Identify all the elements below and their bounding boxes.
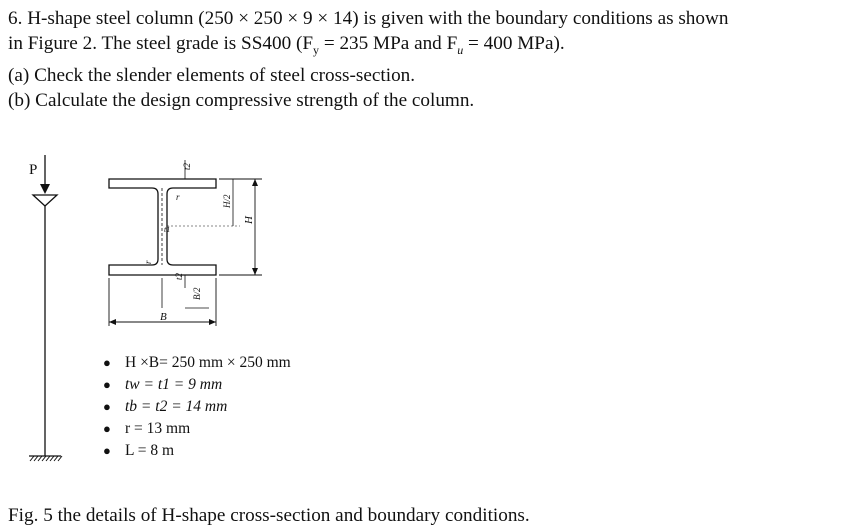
b-arrow-left bbox=[109, 319, 116, 325]
h-half-label: H/2 bbox=[222, 194, 232, 208]
b-half-label: B/2 bbox=[192, 287, 202, 300]
h-section-outline bbox=[109, 179, 216, 275]
spec-list bbox=[103, 352, 291, 462]
problem-part-a: (a) Check the slender elements of steel cross-section. bbox=[8, 64, 416, 86]
pin-support bbox=[33, 195, 57, 206]
r-label-bottom: r bbox=[143, 260, 153, 264]
h-arrow-top bbox=[252, 179, 258, 186]
problem-part-b: (b) Calculate the design compressive strength of the column. bbox=[8, 89, 475, 111]
problem-line-2: in Figure 2. The steel grade is SS400 ($F_y = 235$ MPa and $F_u = 400$ MPa). bbox=[8, 33, 565, 57]
bullet-icon: ● bbox=[103, 399, 111, 414]
load-arrowhead bbox=[40, 184, 50, 194]
figure-caption: Fig. 5 the details of H-shape cross-section and boundary conditions. bbox=[8, 505, 530, 526]
spec-item: ● L = 8 m bbox=[103, 440, 291, 462]
spec-item: ● H ×B= 250 mm × 250 mm bbox=[103, 352, 291, 374]
t2-top-label: t2 bbox=[182, 162, 192, 170]
spec-item: ● r = 13 mm bbox=[103, 418, 291, 440]
spec-item: ● tb = t2 = 14 mm bbox=[103, 396, 291, 418]
bullet-icon: ● bbox=[103, 377, 111, 392]
bullet-icon: ● bbox=[103, 421, 111, 436]
t1-label: t1 bbox=[164, 225, 171, 234]
b-label: B bbox=[160, 311, 167, 323]
problem-statement bbox=[8, 6, 840, 113]
fixed-base-hatch bbox=[30, 456, 62, 461]
h-section bbox=[109, 160, 262, 326]
bullet-icon: ● bbox=[103, 355, 111, 370]
r-label-top: r bbox=[176, 192, 180, 202]
load-label: P bbox=[29, 162, 38, 178]
h-label: H bbox=[243, 216, 255, 224]
t2-bottom-label: t2 bbox=[174, 272, 184, 280]
b-arrow-right bbox=[209, 319, 216, 325]
problem-line-1: 6. H-shape steel column (250 × 250 × 9 × 14) is given with the boundary conditions as shown bbox=[8, 8, 729, 29]
bullet-icon: ● bbox=[103, 443, 111, 458]
column-elevation bbox=[29, 155, 62, 461]
h-arrow-bottom bbox=[252, 268, 258, 275]
spec-item: ● tw = t1 = 9 mm bbox=[103, 374, 291, 396]
